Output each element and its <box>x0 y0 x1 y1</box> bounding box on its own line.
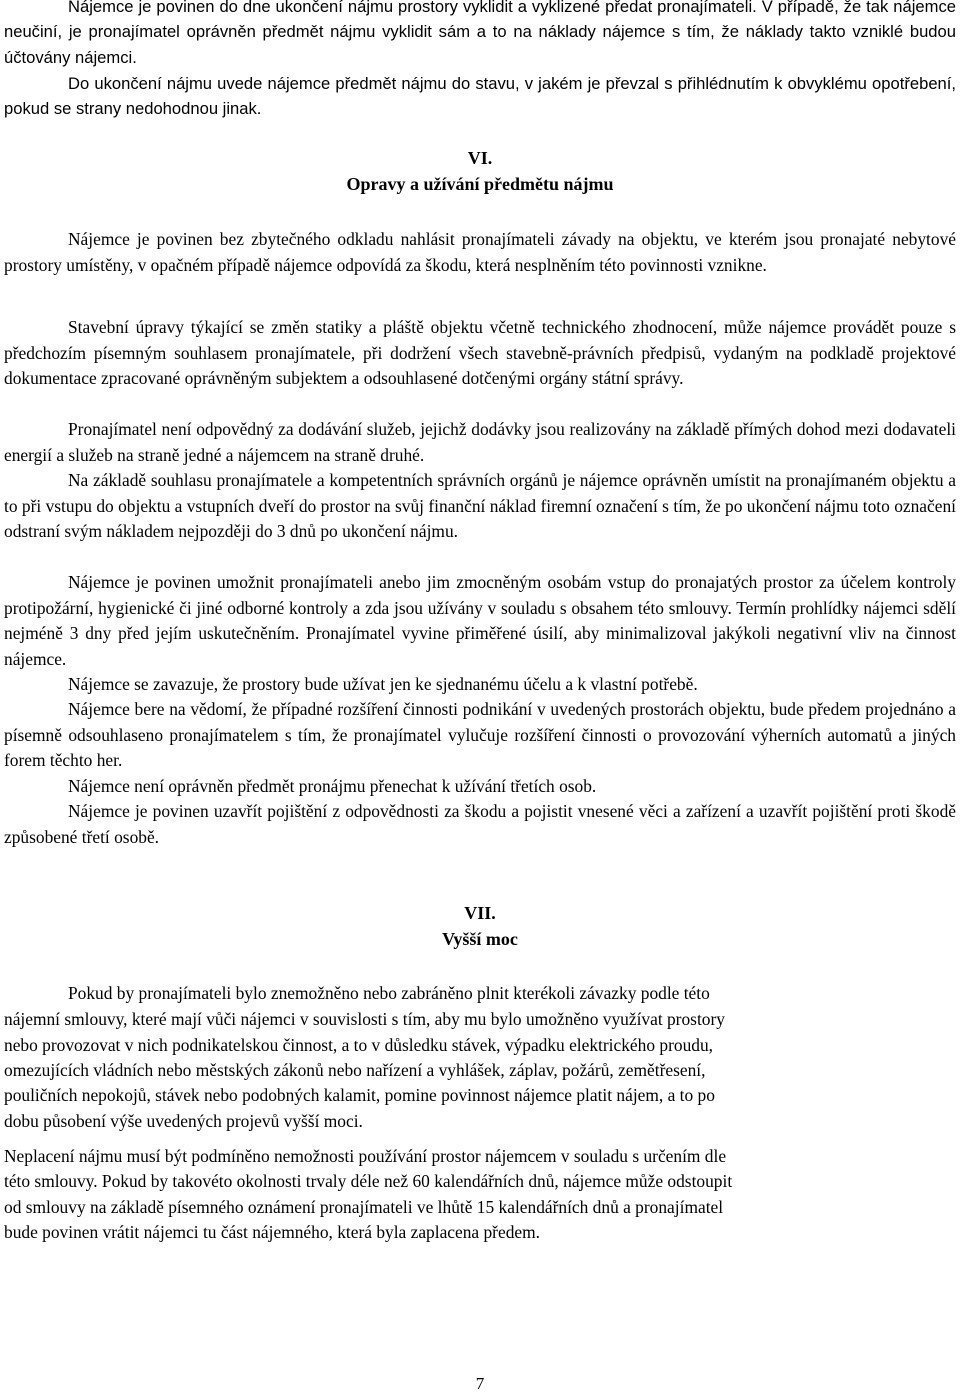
paragraph-inspection-access: Nájemce je povinen umožnit pronajímateli anebo jim zmocněným osobám vstup do pronajatých prostor za účelem kontroly protipožární, hygienické či jiné odborné kontroly a zda jsou užívány v souladu s obsahem této smlouvy. Termín prohlídky nájemci sdělí nejméně 3 dny před jejím uskutečněním. Pronajímatel vyvine přiměřené úsilí, aby minimalizoval jakýkoli negativní vliv na činnost nájemce. <box>4 572 956 669</box>
text-line: nebo provozovat v nich podnikatelskou činnost, a to v důsledku stávek, výpadku elektrického proudu, <box>4 1035 713 1055</box>
paragraph-construction-changes: Stavební úpravy týkající se změn statiky a pláště objektu včetně technického zhodnocení, může nájemce provádět pouze s předchozím písemným souhlasem pronajímatele, při dodržení všech stavebně-právních předpisů, vydaným na podkladě projektové dokumentace zpracované oprávněným subjektem a odsouhlasené dotčenými orgány státní správy. <box>4 317 956 388</box>
text-line: nájemní smlouvy, které mají vůči nájemci v souvislosti s tím, aby mu bylo umožněno využívat prostory <box>4 1009 725 1029</box>
text-line: od smlouvy na základě písemného oznámení pronajímateli ve lhůtě 15 kalendářních dnů a pronajímatel <box>4 1197 724 1217</box>
text-line: pouličních nepokojů, stávek nebo podobných kalamit, pomine povinnost nájemce platit nájem, a to po <box>4 1085 715 1105</box>
text-line: Neplacení nájmu musí být podmíněno nemožnosti používání prostor nájemcem v souladu s určením dle <box>4 1146 727 1166</box>
paragraph-company-sign: Na základě souhlasu pronajímatele a kompetentních správních orgánů je nájemce oprávněn umístit na pronajímaném objektu a to při vstupu do objektu a vstupních dveří do prostor na svůj finanční náklad firemní označení s tím, že po ukončení nájmu toto označení odstraní svým nákladem nejpozději do 3 dnů po ukončení nájmu. <box>4 470 956 541</box>
paragraph-no-sublease: Nájemce není oprávněn předmět pronájmu přenechat k užívání třetích osob. <box>68 776 597 796</box>
text-line: bude povinen vrátit nájemci tu část nájemného, která byla zaplacena předem. <box>4 1222 540 1242</box>
page-number: 7 <box>475 1374 485 1393</box>
text-line: této smlouvy. Pokud by takovéto okolnosti trvaly déle než 60 kalendářních dnů, nájemce může odstoupit <box>4 1171 733 1191</box>
section-vi-number: VI. <box>467 148 493 168</box>
paragraph-return-condition: Do ukončení nájmu uvede nájemce předmět nájmu do stavu, v jakém je převzal s přihlédnutím k obvyklému opotřebení, pokud se strany nedohodnou jinak. <box>4 74 956 119</box>
text-line: Pokud by pronajímateli bylo znemožněno nebo zabráněno plnit kterékoli závazky podle této <box>68 983 710 1003</box>
text-line: omezujících vládních nebo městských zákonů nebo nařízení a vyhlášek, záplav, požárů, zemětřesení, <box>4 1060 706 1080</box>
section-vii-title: Vyšší moc <box>442 929 518 949</box>
text-line: dobu působení výše uvedených projevů vyšší moci. <box>4 1111 363 1131</box>
section-vi-title: Opravy a užívání předmětu nájmu <box>346 174 614 194</box>
paragraph-insurance: Nájemce je povinen uzavřít pojištění z odpovědnosti za škodu a pojistit vnesené věci a zařízení a uzavřít pojištění proti škodě způsobené třetí osobě. <box>4 801 956 847</box>
paragraph-business-extension: Nájemce bere na vědomí, že případné rozšíření činnosti podnikání v uvedených prostorách objektu, bude předem projednáno a písemně odsouhlaseno pronajímatelem s tím, že pronajímatel vylučuje rozšíření činnosti o provozování výherních automatů a jiných forem těchto her. <box>4 699 956 770</box>
paragraph-report-defects: Nájemce je povinen bez zbytečného odkladu nahlásit pronajímateli závady na objektu, ve kterém jsou pronajaté nebytové prostory umístěny, v opačném případě nájemce odpovídá za škodu, která nesplněním této povinnosti vznikne. <box>4 229 956 275</box>
paragraph-vacate-premises: Nájemce je povinen do dne ukončení nájmu prostory vyklidit a vyklizené předat pronajímateli. V případě, že tak nájemce neučiní, je pronajímatel oprávněn předmět nájmu vyklidit sám a to na náklady nájemce s tím, že náklady takto vzniklé budou účtovány nájemci. <box>4 0 956 67</box>
paragraph-services: Pronajímatel není odpovědný za dodávání služeb, jejichž dodávky jsou realizovány na základě přímých dohod mezi dodavateli energií a služeb na straně jedné a nájemcem na straně druhé. <box>4 419 956 465</box>
paragraph-agreed-purpose: Nájemce se zavazuje, že prostory bude užívat jen ke sjednanému účelu a k vlastní potřebě. <box>68 674 698 694</box>
section-vii-number: VII. <box>464 903 496 923</box>
